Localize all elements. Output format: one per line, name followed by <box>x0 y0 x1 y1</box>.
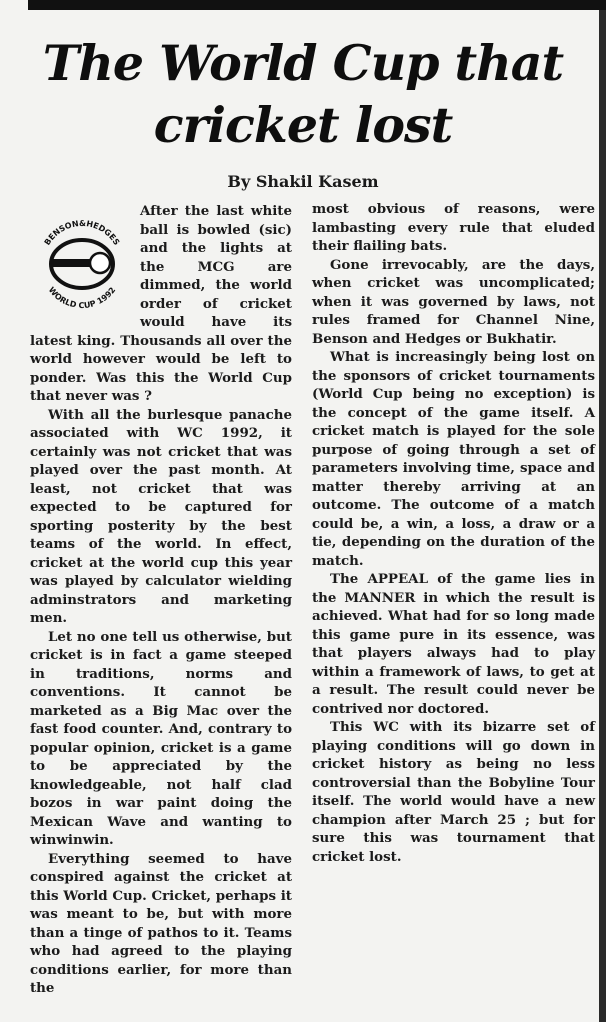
paragraph-2: With all the burlesque panache associated with WC 1992, it certainly was not cricket that was played over the past month. At least, not cricket that was expected to be captured for sporting posterity by the best teams of the world. In effect, cricket at the world cup this year was played by calculator wielding adminstrators and marketing men. <box>30 406 292 626</box>
paragraph-7: The APPEAL of the game lies in the MANNER in which the result is achieved. What had for so long made this game pure in its essence, was that players always had to play within a framework of laws, to get at a result. The result could never be contrived nor doctored. <box>312 571 595 717</box>
top-border-rule <box>28 0 606 10</box>
paragraph-5: Gone irrevocably, are the days, when cricket was uncomplicated; when it was governed by laws, not rules framed for Channel Nine, Benson and Hedges or Bukhatir. <box>312 256 595 347</box>
headline-line-1: The World Cup that <box>42 34 564 92</box>
logo-graphic <box>30 208 134 312</box>
article-column-left <box>30 202 292 1016</box>
paragraph-4-continued: most obvious of reasons, were lambasting every rule that eluded their flailing bats. <box>312 201 595 254</box>
paragraph-4: Everything seemed to have conspired against the cricket at this World Cup. Cricket, perhaps it was meant to be, but with more than a tinge of pathos to it. Teams who had agreed to the playing conditions earlier, for more than the <box>30 850 292 996</box>
logo-bottom-text: WORLD CUP 1992 <box>46 285 118 311</box>
paragraph-3: Let no one tell us otherwise, but cricket is in fact a game steeped in traditions, norms and conventions. It cannot be marketed as a Big Mac over the fast food counter. And, contrary to popular opinion, cricket is a game to be appreciated by the knowledgeable, not half clad bozos in war paint doing the Mexican Wave and wanting to winwinwin. <box>30 628 292 848</box>
headline-line-2: cricket lost <box>153 96 453 154</box>
headline <box>0 32 606 156</box>
paragraph-1: After the last white ball is bowled (sic) and the lights at the MCG are dimmed, the world order of cricket would have its latest king. Thousands all over the world however would be left to ponder. Was this the World Cup that never was ? <box>30 203 292 404</box>
paragraph-8: This WC with its bizarre set of playing conditions will go down in cricket history as being no less controversial than the Bobyline Tour itself. The world would have a new champion after March 25 ; but for sure this was tournament that cricket lost. <box>312 719 595 865</box>
world-cup-logo-icon <box>30 208 134 316</box>
logo-top-text: BENSON&HEDGES <box>42 218 122 247</box>
byline: By Shakil Kasem <box>227 172 379 191</box>
svg-text:BENSON&HEDGES <box>43 219 122 247</box>
article-column-right <box>312 200 595 1016</box>
right-border-rule <box>599 10 606 1022</box>
paragraph-6: What is increasingly being lost on the sponsors of cricket tournaments (World Cup being no exception) is the concept of the game itself. A cricket match is played for the sole purpose of going through a set of parameters involving time, space and matter thereby arriving at an outcome. The outcome of a match could be, a win, a loss, a draw or a tie, depending on the duration of the match. <box>312 349 595 569</box>
